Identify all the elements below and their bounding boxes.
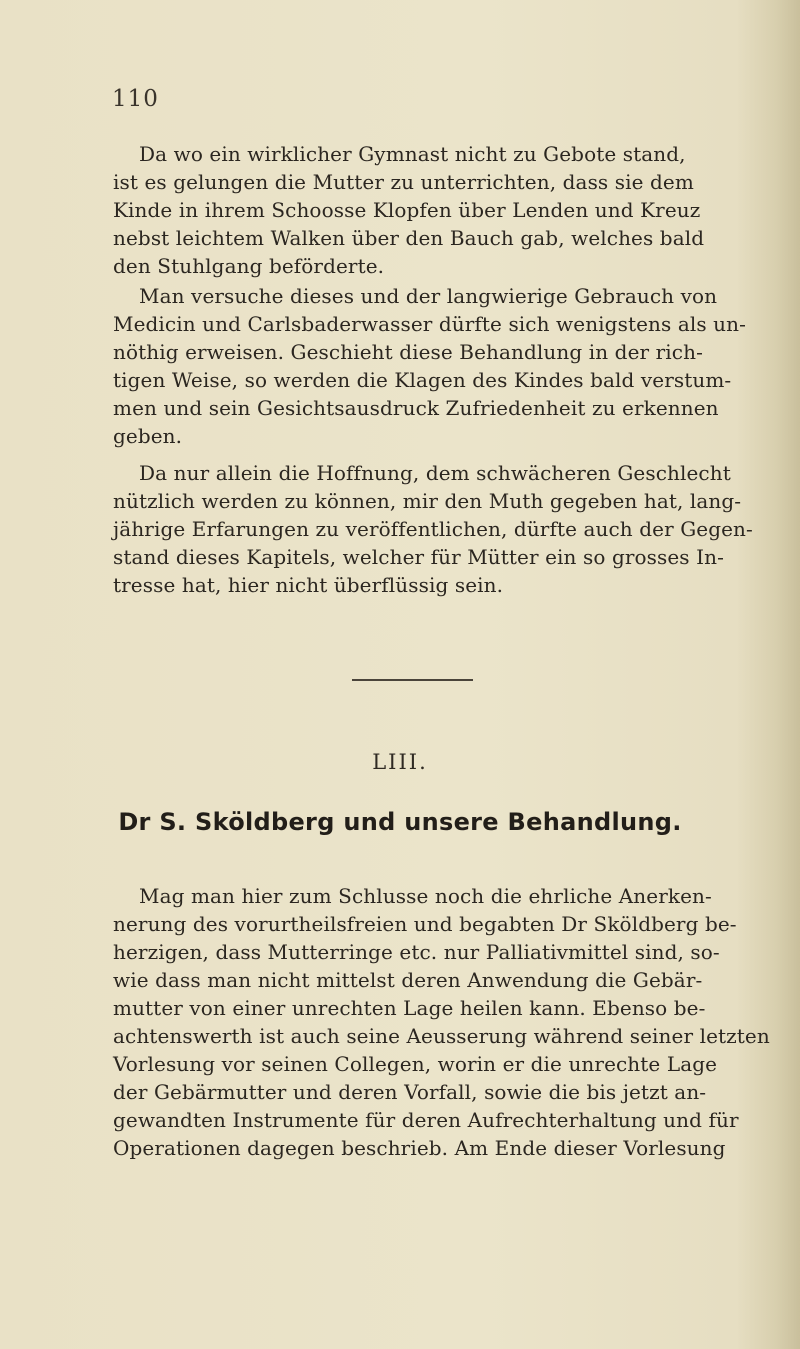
paragraph-3 bbox=[113, 459, 753, 599]
text-line: Mag man hier zum Schlusse noch die ehrliche Anerken- bbox=[139, 884, 712, 908]
paragraph-1 bbox=[113, 140, 753, 280]
chapter-title: Dr S. Sköldberg und unsere Behandlung. bbox=[118, 808, 682, 836]
text-line: Da wo ein wirklicher Gymnast nicht zu Gebote stand, bbox=[139, 142, 686, 166]
text-line: stand dieses Kapitels, welcher für Mütter ein so grosses In- bbox=[113, 545, 724, 569]
text-line: geben. bbox=[113, 424, 183, 448]
text-line: ist es gelungen die Mutter zu unterrichten, dass sie dem bbox=[113, 170, 694, 194]
text-line: tresse hat, hier nicht überflüssig sein. bbox=[113, 573, 504, 597]
text-line: mutter von einer unrechten Lage heilen kann. Ebenso be- bbox=[113, 996, 706, 1020]
text-line: Man versuche dieses und der langwierige Gebrauch von bbox=[139, 284, 718, 308]
text-line: men und sein Gesichtsausdruck Zufriedenheit zu erkennen bbox=[113, 396, 719, 420]
text-line: Operationen dagegen beschrieb. Am Ende dieser Vorlesung bbox=[113, 1136, 726, 1160]
text-line: Vorlesung vor seinen Collegen, worin er die unrechte Lage bbox=[113, 1052, 718, 1076]
text-line: Medicin und Carlsbaderwasser dürfte sich wenigstens als un- bbox=[113, 312, 746, 336]
text-line: gewandten Instrumente für deren Aufrechterhaltung und für bbox=[113, 1108, 739, 1132]
text-line: Kinde in ihrem Schoosse Klopfen über Lenden und Kreuz bbox=[113, 198, 701, 222]
paragraph-2 bbox=[113, 282, 753, 450]
chapter-number: LIII. bbox=[372, 750, 428, 774]
text-line: nebst leichtem Walken über den Bauch gab, welches bald bbox=[113, 226, 705, 250]
text-line: nöthig erweisen. Geschieht diese Behandlung in der rich- bbox=[113, 340, 703, 364]
text-line: achtenswerth ist auch seine Aeusserung während seiner letzten bbox=[113, 1024, 770, 1048]
text-line: wie dass man nicht mittelst deren Anwendung die Gebär- bbox=[113, 968, 703, 992]
text-line: Da nur allein die Hoffnung, dem schwächeren Geschlecht bbox=[139, 461, 731, 485]
text-line: den Stuhlgang beförderte. bbox=[113, 254, 385, 278]
text-line: tigen Weise, so werden die Klagen des Kindes bald verstum- bbox=[113, 368, 732, 392]
text-line: herzigen, dass Mutterringe etc. nur Palliativmittel sind, so- bbox=[113, 940, 720, 964]
page-number: 110 bbox=[112, 86, 159, 112]
text-line: nerung des vorurtheilsfreien und begabten Dr Sköldberg be- bbox=[113, 912, 737, 936]
section-divider bbox=[352, 679, 473, 681]
text-line: jährige Erfarungen zu veröffentlichen, dürfte auch der Gegen- bbox=[113, 517, 753, 541]
text-line: der Gebärmutter und deren Vorfall, sowie die bis jetzt an- bbox=[113, 1080, 707, 1104]
chapter-paragraph bbox=[113, 882, 770, 1162]
text-line: nützlich werden zu können, mir den Muth gegeben hat, lang- bbox=[113, 489, 742, 513]
